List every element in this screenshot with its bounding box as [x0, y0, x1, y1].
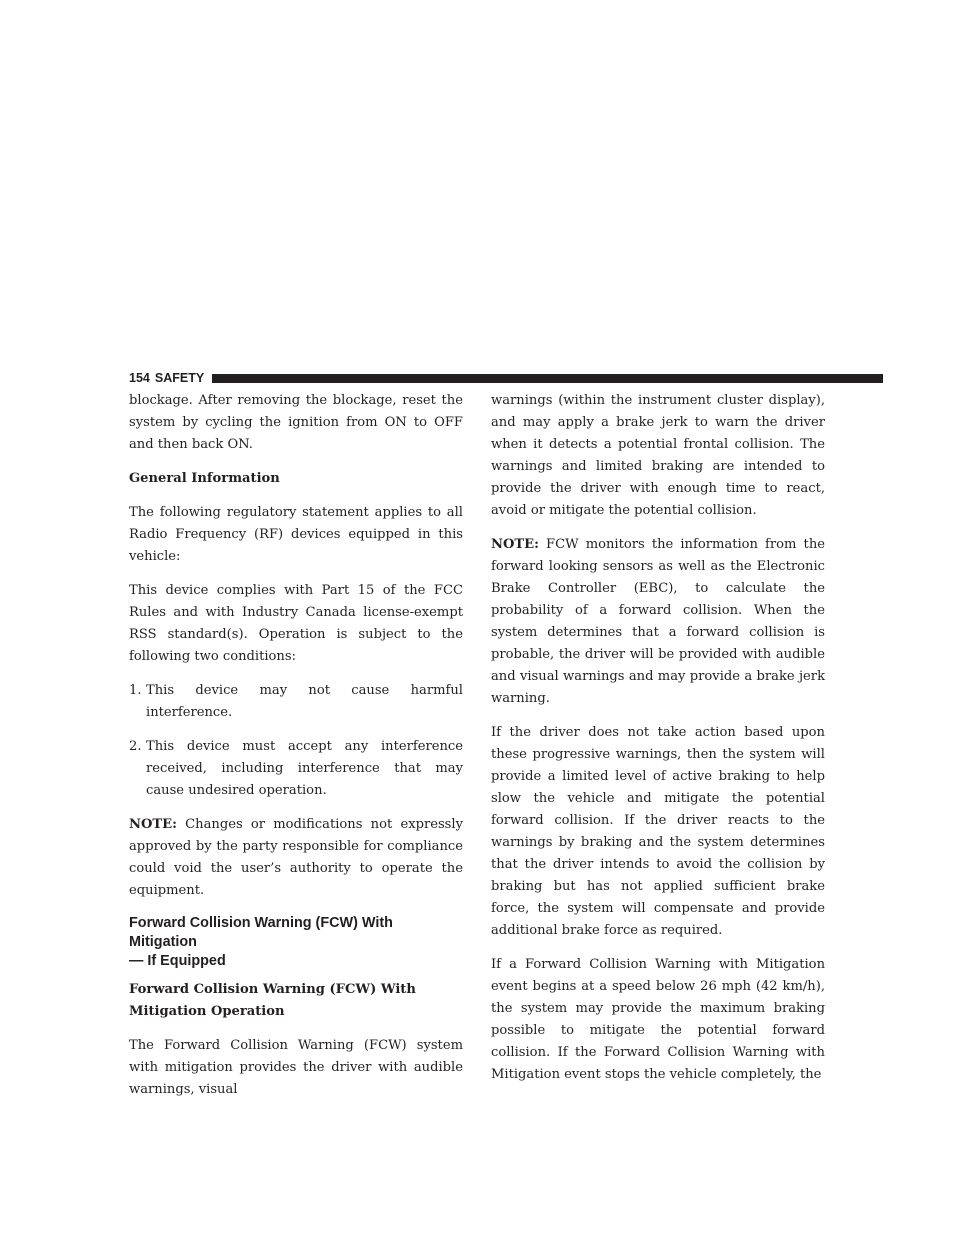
heading-fcw-line2: — If Equipped [129, 953, 226, 969]
paragraph-regulatory: The following regulatory statement applies to all Radio Frequency (RF) devices equipped in this vehicle: [129, 505, 463, 564]
paragraph-progressive-warnings: If the driver does not take action based upon these progressive warnings, then the system will provide a limited level of active braking to help slow the vehicle and mitigate the potential forward collision. If the driver reacts to the warnings by braking and the system determines that the driver intends to avoid the collision by braking but has not applied sufficient brake force, the system will compensate and provide additional brake force as required. [491, 725, 825, 938]
paragraph-fcc: This device complies with Part 15 of the FCC Rules and with Industry Canada license-exempt RSS standard(s). Operation is subject to the following two conditions: [129, 583, 463, 664]
note-label: NOTE: [491, 537, 539, 552]
subheading-general-information: General Information [129, 471, 280, 486]
list-item [129, 680, 463, 724]
note-text: Changes or modifications not expressly approved by the party responsible for compliance could void the user’s authority to operate the equipment. [129, 817, 463, 898]
list-item-number: 2. [129, 739, 142, 754]
page-number: 154 [129, 371, 150, 385]
note-fcw-monitors [491, 534, 825, 710]
page-header [129, 371, 883, 385]
paragraph-fcw-start: The Forward Collision Warning (FCW) system with mitigation provides the driver with audible warnings, visual [129, 1038, 463, 1097]
note-label: NOTE: [129, 817, 177, 832]
conditions-list [129, 680, 463, 802]
paragraph-speed-threshold: If a Forward Collision Warning with Mitigation event begins at a speed below 26 mph (42 km/h), the system may provide the maximum braking possible to mitigate the potential forward collision. If the Forward Collision Warning with Mitigation event stops the vehicle completely, the [491, 957, 825, 1082]
right-column [491, 390, 825, 1086]
subheading-fcw-operation: Forward Collision Warning (FCW) With Mitigation Operation [129, 982, 416, 1019]
paragraph-blockage: blockage. After removing the blockage, reset the system by cycling the ignition from ON to OFF and then back ON. [129, 393, 463, 452]
heading-fcw-line1: Forward Collision Warning (FCW) With Mitigation [129, 915, 393, 950]
left-column [129, 390, 463, 1101]
header-rule [212, 374, 883, 383]
list-item-text: This device may not cause harmful interference. [146, 683, 463, 720]
note-text: FCW monitors the information from the forward looking sensors as well as the Electronic Brake Controller (EBC), to calculate the probability of a forward collision. When the system determines that a forward collision is probable, the driver will be provided with audible and visual warnings and may provide a brake jerk warning. [491, 537, 825, 706]
list-item-number: 1. [129, 683, 142, 698]
heading-fcw [129, 914, 463, 971]
list-item [129, 736, 463, 802]
note-changes [129, 814, 463, 902]
section-title: SAFETY [154, 371, 205, 385]
list-item-text: This device must accept any interference received, including interference that may cause undesired operation. [146, 739, 463, 798]
paragraph-warnings-continued: warnings (within the instrument cluster display), and may apply a brake jerk to warn the driver when it detects a potential frontal collision. The warnings and limited braking are intended to provide the driver with enough time to react, avoid or mitigate the potential collision. [491, 393, 825, 518]
